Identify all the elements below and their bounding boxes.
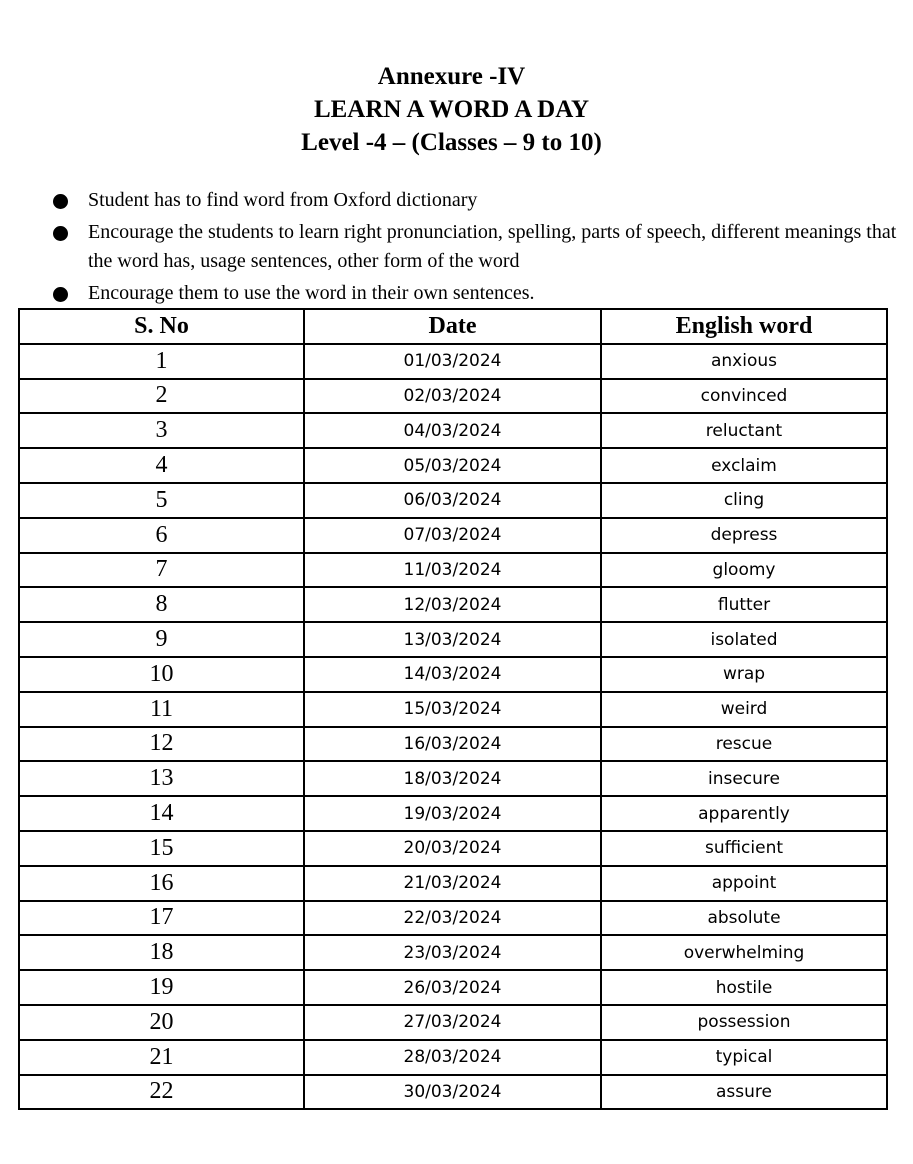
cell-date: 26/03/2024 — [304, 970, 601, 1005]
cell-word: reluctant — [601, 413, 887, 448]
cell-word: gloomy — [601, 553, 887, 588]
cell-date: 19/03/2024 — [304, 796, 601, 831]
bullet-icon — [53, 194, 68, 209]
column-header-word: English word — [601, 309, 887, 344]
cell-date: 23/03/2024 — [304, 935, 601, 970]
instruction-text: Encourage them to use the word in their own sentences. — [88, 282, 535, 304]
table-row — [19, 622, 887, 657]
cell-date: 21/03/2024 — [304, 866, 601, 901]
instruction-text: Encourage the students to learn right pronunciation, spelling, parts of speech, different meanings that the word has, usage sentences, other form of the word — [88, 221, 897, 272]
cell-word: possession — [601, 1005, 887, 1040]
table-row — [19, 448, 887, 483]
cell-date: 04/03/2024 — [304, 413, 601, 448]
cell-sno: 22 — [19, 1075, 304, 1110]
cell-sno: 16 — [19, 866, 304, 901]
cell-sno: 17 — [19, 901, 304, 936]
bullet-icon — [53, 226, 68, 241]
table-row — [19, 692, 887, 727]
table-row — [19, 518, 887, 553]
table-row — [19, 413, 887, 448]
cell-word: sufficient — [601, 831, 887, 866]
table-row — [19, 901, 887, 936]
table-row — [19, 553, 887, 588]
table-row — [19, 344, 887, 379]
level-subtitle: Level -4 – (Classes – 9 to 10) — [301, 129, 602, 156]
instruction-item — [0, 186, 900, 215]
cell-word: typical — [601, 1040, 887, 1075]
column-header-date: Date — [304, 309, 601, 344]
table-row — [19, 866, 887, 901]
cell-word: apparently — [601, 796, 887, 831]
bullet-icon — [53, 287, 68, 302]
table-row — [19, 796, 887, 831]
table-row — [19, 587, 887, 622]
cell-date: 30/03/2024 — [304, 1075, 601, 1110]
cell-date: 01/03/2024 — [304, 344, 601, 379]
cell-sno: 10 — [19, 657, 304, 692]
cell-date: 12/03/2024 — [304, 587, 601, 622]
table-row — [19, 483, 887, 518]
cell-word: depress — [601, 518, 887, 553]
cell-word: rescue — [601, 727, 887, 762]
cell-date: 07/03/2024 — [304, 518, 601, 553]
cell-word: anxious — [601, 344, 887, 379]
table-row — [19, 1040, 887, 1075]
table-row — [19, 727, 887, 762]
word-table — [18, 308, 888, 1110]
document-header — [0, 60, 903, 159]
cell-word: isolated — [601, 622, 887, 657]
cell-sno: 13 — [19, 761, 304, 796]
table-row — [19, 935, 887, 970]
instructions-list — [0, 186, 900, 311]
cell-date: 22/03/2024 — [304, 901, 601, 936]
cell-sno: 3 — [19, 413, 304, 448]
cell-word: cling — [601, 483, 887, 518]
cell-date: 27/03/2024 — [304, 1005, 601, 1040]
cell-date: 28/03/2024 — [304, 1040, 601, 1075]
cell-sno: 15 — [19, 831, 304, 866]
instruction-text: Student has to find word from Oxford dictionary — [88, 189, 478, 211]
cell-sno: 7 — [19, 553, 304, 588]
cell-sno: 1 — [19, 344, 304, 379]
cell-date: 20/03/2024 — [304, 831, 601, 866]
column-header-sno: S. No — [19, 309, 304, 344]
table-row — [19, 1075, 887, 1110]
table-row — [19, 970, 887, 1005]
cell-date: 14/03/2024 — [304, 657, 601, 692]
cell-word: convinced — [601, 379, 887, 414]
cell-sno: 21 — [19, 1040, 304, 1075]
cell-sno: 12 — [19, 727, 304, 762]
table-body — [19, 344, 887, 1110]
cell-word: insecure — [601, 761, 887, 796]
cell-date: 02/03/2024 — [304, 379, 601, 414]
cell-sno: 6 — [19, 518, 304, 553]
table-row — [19, 761, 887, 796]
cell-word: appoint — [601, 866, 887, 901]
cell-sno: 19 — [19, 970, 304, 1005]
cell-sno: 2 — [19, 379, 304, 414]
page-title: LEARN A WORD A DAY — [313, 96, 590, 123]
table-row — [19, 831, 887, 866]
cell-word: flutter — [601, 587, 887, 622]
table-row — [19, 1005, 887, 1040]
table-row — [19, 379, 887, 414]
cell-word: overwhelming — [601, 935, 887, 970]
cell-date: 18/03/2024 — [304, 761, 601, 796]
cell-sno: 8 — [19, 587, 304, 622]
cell-sno: 4 — [19, 448, 304, 483]
cell-word: assure — [601, 1075, 887, 1110]
annexure-label: Annexure -IV — [377, 63, 526, 90]
cell-date: 11/03/2024 — [304, 553, 601, 588]
cell-date: 05/03/2024 — [304, 448, 601, 483]
instruction-item — [0, 218, 900, 276]
cell-word: hostile — [601, 970, 887, 1005]
table-row — [19, 657, 887, 692]
cell-date: 06/03/2024 — [304, 483, 601, 518]
cell-word: weird — [601, 692, 887, 727]
cell-date: 15/03/2024 — [304, 692, 601, 727]
cell-sno: 11 — [19, 692, 304, 727]
table-header-row — [19, 309, 887, 344]
cell-word: wrap — [601, 657, 887, 692]
cell-date: 16/03/2024 — [304, 727, 601, 762]
cell-sno: 14 — [19, 796, 304, 831]
cell-sno: 9 — [19, 622, 304, 657]
cell-sno: 20 — [19, 1005, 304, 1040]
cell-word: absolute — [601, 901, 887, 936]
cell-word: exclaim — [601, 448, 887, 483]
cell-date: 13/03/2024 — [304, 622, 601, 657]
cell-sno: 5 — [19, 483, 304, 518]
instruction-item — [0, 279, 900, 308]
cell-sno: 18 — [19, 935, 304, 970]
